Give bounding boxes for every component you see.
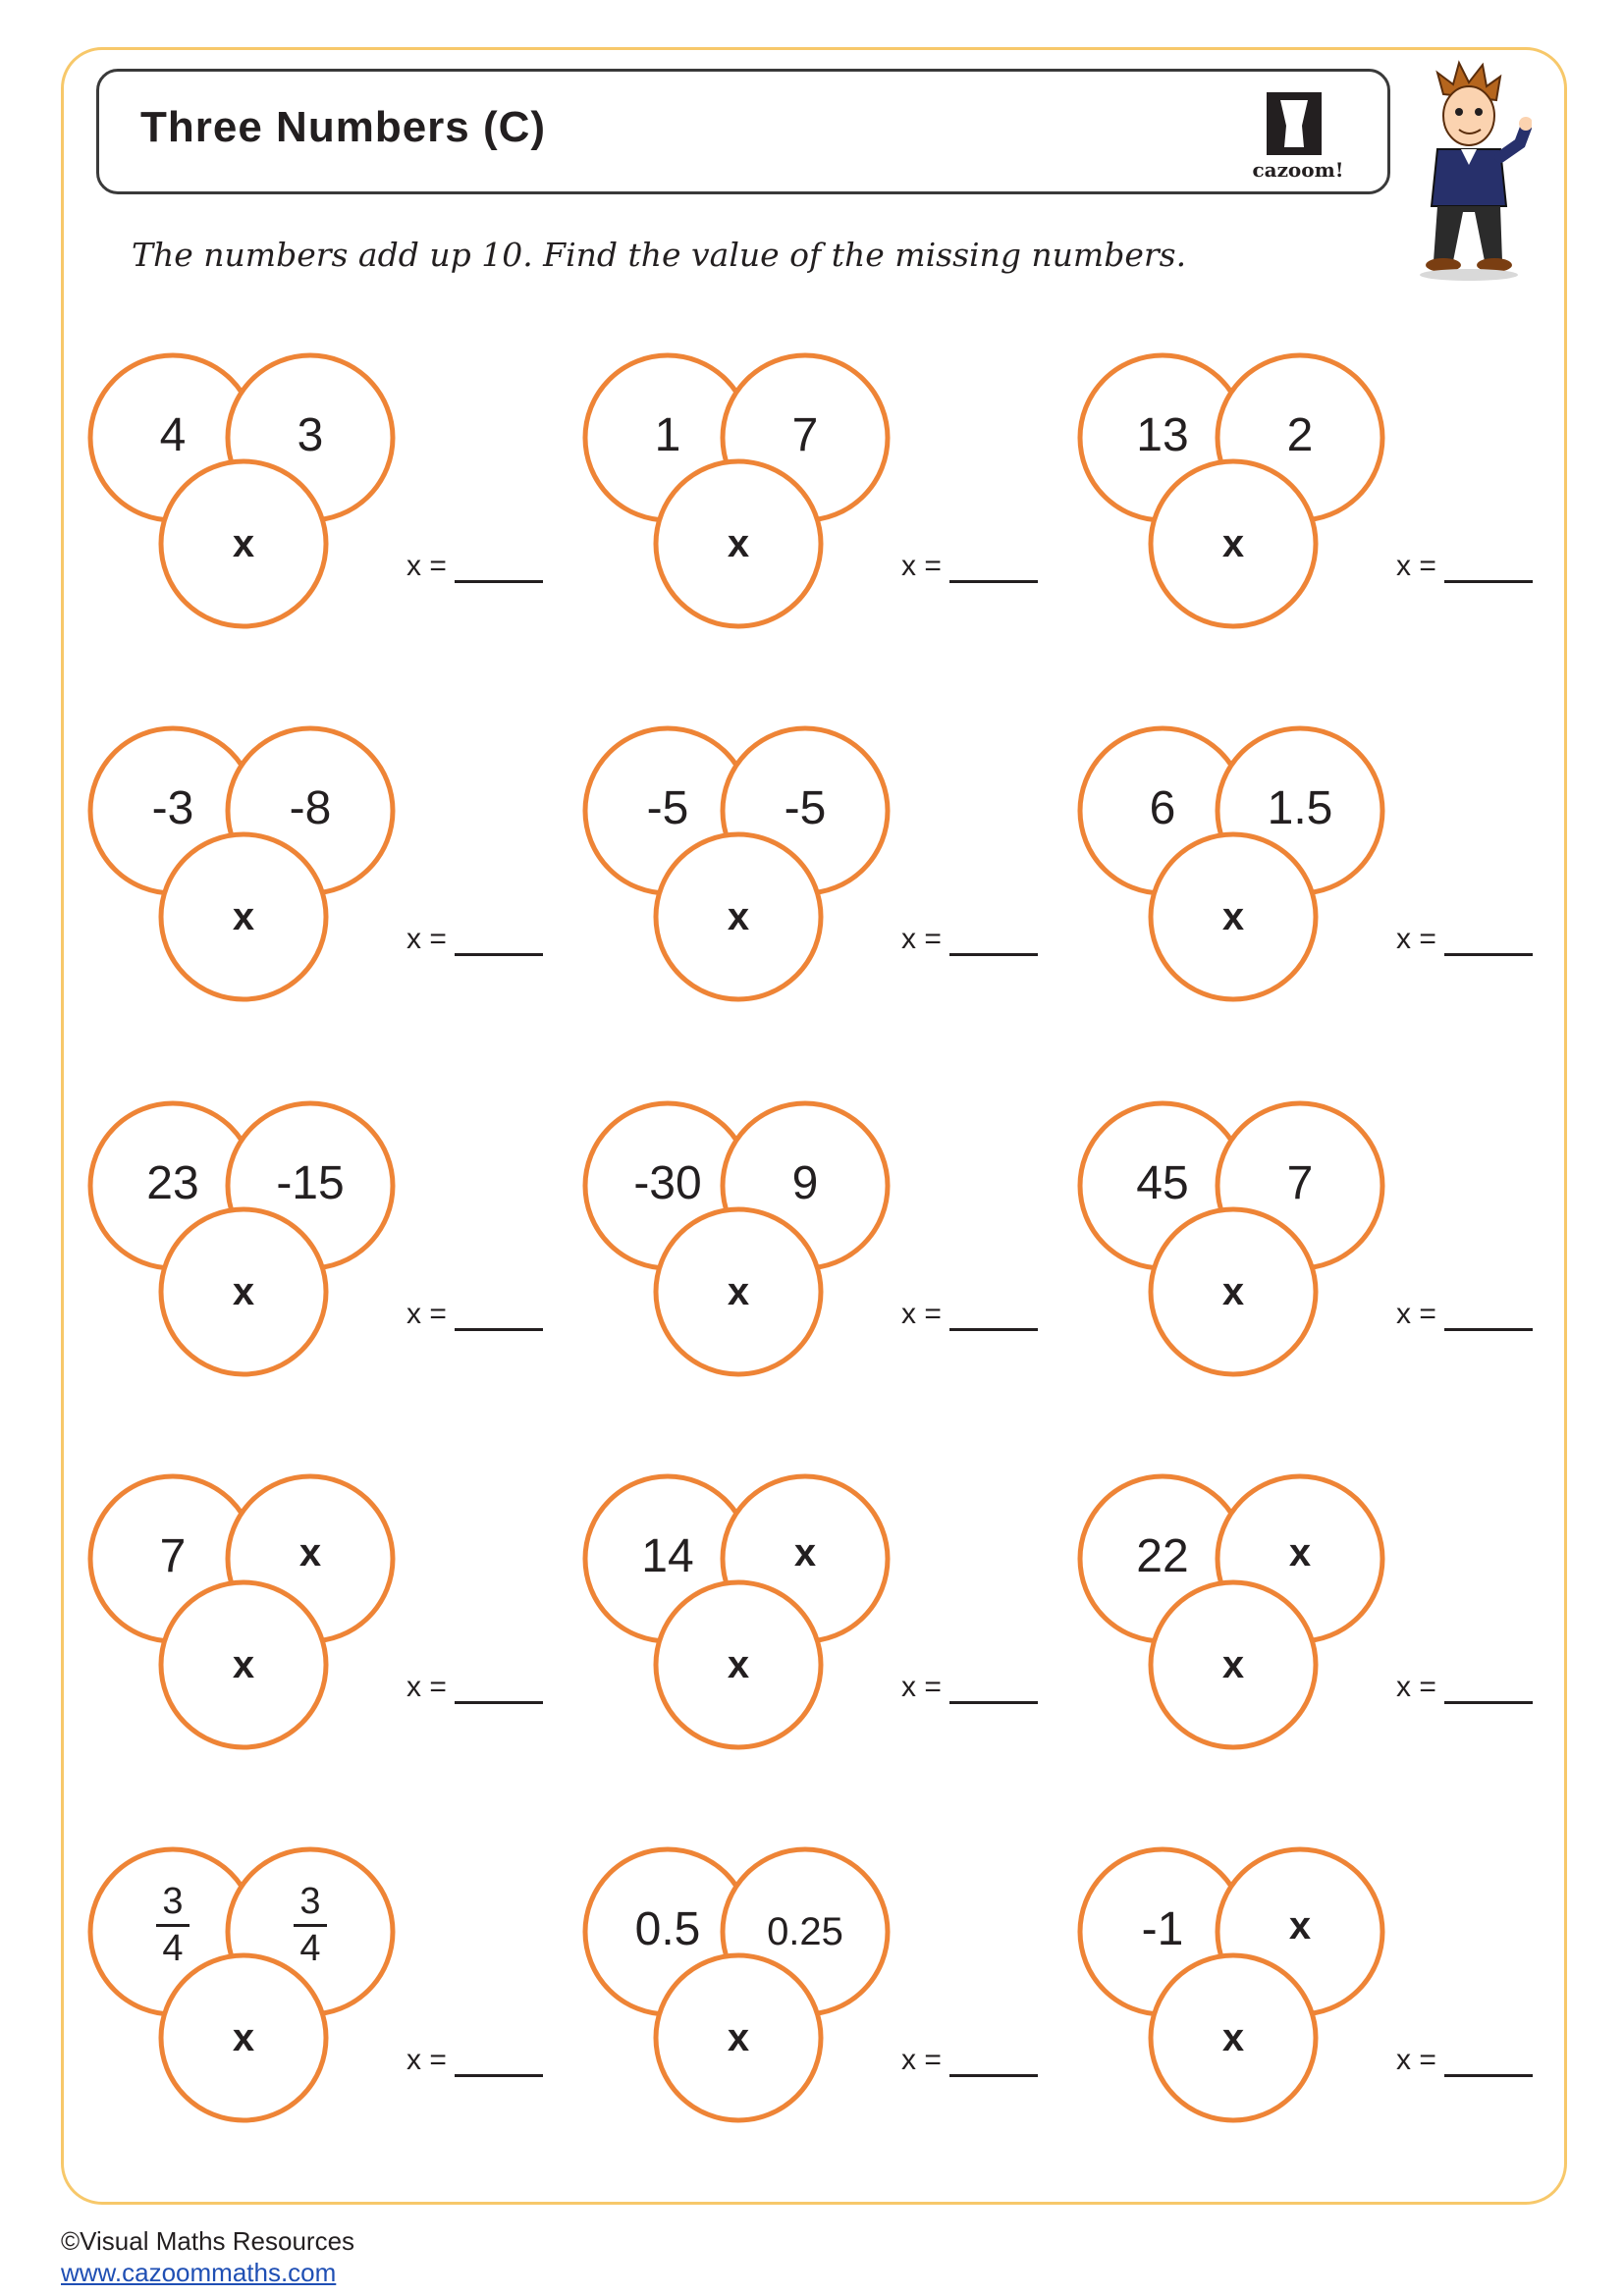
problem-13 — [98, 1849, 560, 2144]
left-value: 13 — [1136, 409, 1189, 461]
answer-line[interactable] — [949, 928, 1038, 956]
right-value: 3 — [297, 409, 324, 461]
answer-label: x = — [901, 1298, 942, 1330]
mascot-illustration — [1404, 55, 1532, 283]
triple-circle-diagram — [1088, 1103, 1392, 1398]
right-value: 9 — [791, 1157, 819, 1209]
right-value: -15 — [276, 1157, 345, 1209]
left-value: 14 — [641, 1530, 694, 1582]
answer-label: x = — [406, 550, 447, 582]
instructions: The numbers add up 10. Find the value of the missing numbers. — [132, 236, 1187, 274]
right-value: 2 — [1286, 409, 1314, 461]
bottom-value: x — [1221, 522, 1245, 565]
bottom-value: x — [1221, 2016, 1245, 2059]
bottom-value: x — [1221, 1270, 1245, 1313]
left-value: 7 — [159, 1530, 187, 1582]
answer-blank — [1396, 550, 1533, 583]
answer-blank — [901, 1671, 1038, 1704]
problem-4 — [98, 728, 560, 1023]
answer-blank — [406, 2044, 543, 2077]
answer-label: x = — [1396, 550, 1436, 582]
answer-line[interactable] — [949, 1303, 1038, 1331]
answer-line[interactable] — [949, 2049, 1038, 2077]
bottom-value: x — [727, 1270, 750, 1313]
answer-blank — [406, 1671, 543, 1704]
triple-circle-diagram — [593, 1476, 897, 1771]
answer-line[interactable] — [455, 1676, 543, 1704]
triple-circle-diagram — [98, 1476, 403, 1771]
triple-circle-diagram — [98, 1103, 403, 1398]
problem-3 — [1088, 355, 1549, 650]
answer-blank — [901, 550, 1038, 583]
left-value: -5 — [646, 782, 689, 834]
right-value: x — [1288, 1904, 1312, 1948]
answer-blank — [406, 1298, 543, 1331]
problem-10 — [98, 1476, 560, 1771]
bottom-value: x — [232, 1270, 255, 1313]
title-box — [96, 69, 1390, 194]
triple-circle-diagram — [593, 1849, 897, 2144]
answer-line[interactable] — [1444, 555, 1533, 583]
triple-circle-diagram — [1088, 1849, 1392, 2144]
bottom-value: x — [232, 895, 255, 938]
triple-circle-diagram — [1088, 1476, 1392, 1771]
triple-circle-diagram — [1088, 728, 1392, 1023]
problem-15 — [1088, 1849, 1549, 2144]
answer-label: x = — [901, 1671, 942, 1703]
fraction-denominator: 4 — [162, 1928, 184, 1969]
answer-label: x = — [1396, 1298, 1436, 1330]
problem-8 — [593, 1103, 1055, 1398]
left-value: -3 — [151, 782, 194, 834]
answer-blank — [1396, 923, 1533, 956]
fraction-numerator: 3 — [299, 1881, 321, 1922]
fraction-bar — [156, 1924, 189, 1927]
right-value: x — [793, 1531, 817, 1575]
answer-line[interactable] — [455, 928, 543, 956]
problem-11 — [593, 1476, 1055, 1771]
answer-blank — [1396, 1671, 1533, 1704]
left-value: 23 — [146, 1157, 199, 1209]
answer-line[interactable] — [1444, 1676, 1533, 1704]
right-fraction — [242, 1883, 379, 1967]
triple-circle-diagram — [593, 355, 897, 650]
footer-link[interactable]: www.cazoommaths.com — [61, 2258, 337, 2287]
problem-7 — [98, 1103, 560, 1398]
bottom-value: x — [232, 2016, 255, 2059]
left-value: 4 — [159, 409, 187, 461]
answer-label: x = — [1396, 923, 1436, 955]
triple-circle-diagram — [98, 728, 403, 1023]
left-value: 0.5 — [634, 1903, 701, 1955]
footer-copyright: ©Visual Maths Resources — [61, 2226, 355, 2256]
fraction-numerator: 3 — [162, 1881, 184, 1922]
bottom-value: x — [232, 522, 255, 565]
problem-12 — [1088, 1476, 1549, 1771]
answer-label: x = — [901, 2044, 942, 2076]
page-title: Three Numbers (C) — [140, 103, 547, 151]
left-fraction — [104, 1883, 242, 1967]
left-value: 22 — [1136, 1530, 1189, 1582]
answer-label: x = — [406, 1298, 447, 1330]
fraction-denominator: 4 — [299, 1928, 321, 1969]
answer-line[interactable] — [455, 2049, 543, 2077]
bottom-value: x — [1221, 1643, 1245, 1686]
right-value: x — [1288, 1531, 1312, 1575]
right-value: 1.5 — [1267, 782, 1333, 834]
answer-label: x = — [406, 1671, 447, 1703]
answer-blank — [901, 1298, 1038, 1331]
triple-circle-diagram — [593, 728, 897, 1023]
bottom-value: x — [727, 1643, 750, 1686]
answer-label: x = — [1396, 2044, 1436, 2076]
problem-6 — [1088, 728, 1549, 1023]
answer-blank — [406, 550, 543, 583]
fraction-bar — [294, 1924, 327, 1927]
answer-blank — [1396, 1298, 1533, 1331]
answer-line[interactable] — [1444, 1303, 1533, 1331]
right-value: 7 — [791, 409, 819, 461]
left-value: -30 — [633, 1157, 702, 1209]
answer-label: x = — [406, 923, 447, 955]
problem-1 — [98, 355, 560, 650]
answer-label: x = — [406, 2044, 447, 2076]
answer-line[interactable] — [949, 555, 1038, 583]
problem-14 — [593, 1849, 1055, 2144]
problem-2 — [593, 355, 1055, 650]
answer-label: x = — [901, 923, 942, 955]
triple-circle-diagram — [98, 355, 403, 650]
right-value: 7 — [1286, 1157, 1314, 1209]
triple-circle-diagram — [593, 1103, 897, 1398]
bottom-value: x — [232, 1643, 255, 1686]
cazoom-logo — [1241, 82, 1355, 188]
answer-blank — [1396, 2044, 1533, 2077]
answer-line[interactable] — [949, 1676, 1038, 1704]
bottom-value: x — [727, 522, 750, 565]
right-value: -5 — [784, 782, 827, 834]
answer-label: x = — [901, 550, 942, 582]
problem-5 — [593, 728, 1055, 1023]
answer-line[interactable] — [455, 1303, 543, 1331]
triple-circle-diagram — [1088, 355, 1392, 650]
answer-blank — [406, 923, 543, 956]
answer-line[interactable] — [1444, 2049, 1533, 2077]
answer-label: x = — [1396, 1671, 1436, 1703]
bottom-value: x — [727, 2016, 750, 2059]
answer-line[interactable] — [455, 555, 543, 583]
left-value: -1 — [1141, 1903, 1184, 1955]
left-value: 1 — [654, 409, 681, 461]
answer-blank — [901, 2044, 1038, 2077]
logo-text: cazoom! — [1252, 158, 1344, 182]
bottom-value: x — [727, 895, 750, 938]
left-value: 45 — [1136, 1157, 1189, 1209]
right-value: x — [298, 1531, 322, 1575]
right-value: -8 — [289, 782, 332, 834]
left-value: 6 — [1149, 782, 1176, 834]
problem-9 — [1088, 1103, 1549, 1398]
answer-blank — [901, 923, 1038, 956]
bottom-value: x — [1221, 895, 1245, 938]
right-value: 0.25 — [767, 1910, 843, 1953]
answer-line[interactable] — [1444, 928, 1533, 956]
